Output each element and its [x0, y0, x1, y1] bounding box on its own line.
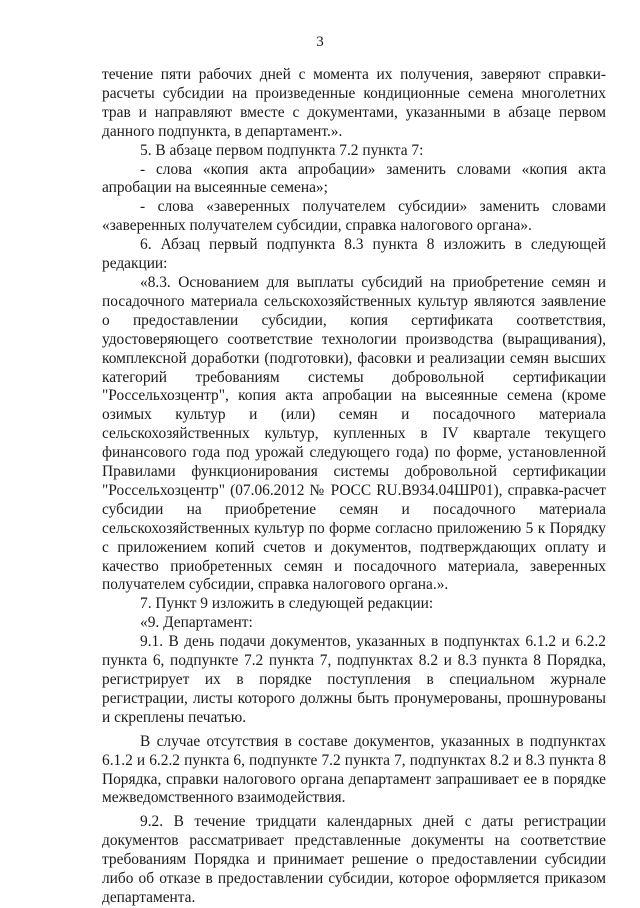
- paragraph: «9. Департамент:: [140, 614, 253, 632]
- paragraph: 9.2. В течение тридцати календарных дней с даты регистрации документов рассматривает представленные документы на соответствие требованиям Порядка и принимает решение о предоставлении субсидии либо об отказе в предоставлении субсидии, которое оформляется приказом департамента.: [102, 813, 606, 906]
- paragraph: течение пяти рабочих дней с момента их получения, заверяют справки-расчеты субсидии на произведенные кондиционные семена многолетних трав и направляют вместе с документами, указанными в абзаце первом данного подпункта, в департамент.».: [102, 66, 606, 140]
- document-body: [102, 66, 606, 908]
- paragraph: - слова «копия акта апробации» заменить словами «копия акта апробации на высеянные семена»;: [102, 160, 606, 197]
- paragraph: В случае отсутствия в составе документов, указанных в подпунктах 6.1.2 и 6.2.2 пункта 6, подпункте 7.2 пункта 7, подпунктах 8.2 и 8.3 пункта 8 Порядка, справки налогового органа департамент запрашивает ее в порядке межведомственного взаимодействия.: [102, 732, 606, 807]
- page-number: 3: [316, 34, 324, 50]
- paragraph: «8.3. Основанием для выплаты субсидий на приобретение семян и посадочного материала сельскохозяйственных культур являются заявление о предоставлении субсидии, копия сертификата соответствия, удостоверяющего соответствие технологии производства (выращивания), комплексной доработки (подготовки), фасовки и реализации семян высших категорий требованиям системы добровольной сертификации "Россельхозцентр", копия акта апробации на высеянные семена (кроме озимых культур и (или) семян и посадочного материала сельскохозяйственных культур, купленных в IV квартале текущего финансового года под урожай следующего года) по форме, установленной Правилами функционирования системы добровольной сертификации "Россельхозцентр" (07.06.2012 № РОСС RU.В934.04ШР01), справка-расчет субсидии на приобретение семян и посадочного материала сельскохозяйственных культур по форме согласно приложению 5 к Порядку с приложением копий счетов и документов, подтверждающих оплату и качество приобретенных семян и посадочного материала, заверенных получателем субсидии, справка налогового органа.».: [102, 273, 606, 594]
- paragraph: 7. Пункт 9 изложить в следующей редакции:: [140, 595, 434, 613]
- paragraph: 5. В абзаце первом подпункта 7.2 пункта 7:: [140, 141, 424, 159]
- paragraph: - слова «заверенных получателем субсидии» заменить словами «заверенных получателем субсидии, справка налогового органа».: [102, 198, 606, 235]
- paragraph: 9.1. В день подачи документов, указанных в подпунктах 6.1.2 и 6.2.2 пункта 6, подпункте 7.2 пункта 7, подпунктах 8.2 и 8.3 пункта 8 Порядка, регистрирует их в порядке поступления в специальном журнале регистрации, листы которого должны быть пронумерованы, прошнурованы и скреплены печатью.: [102, 633, 606, 726]
- paragraph: 6. Абзац первый подпункта 8.3 пункта 8 изложить в следующей редакции:: [102, 236, 606, 273]
